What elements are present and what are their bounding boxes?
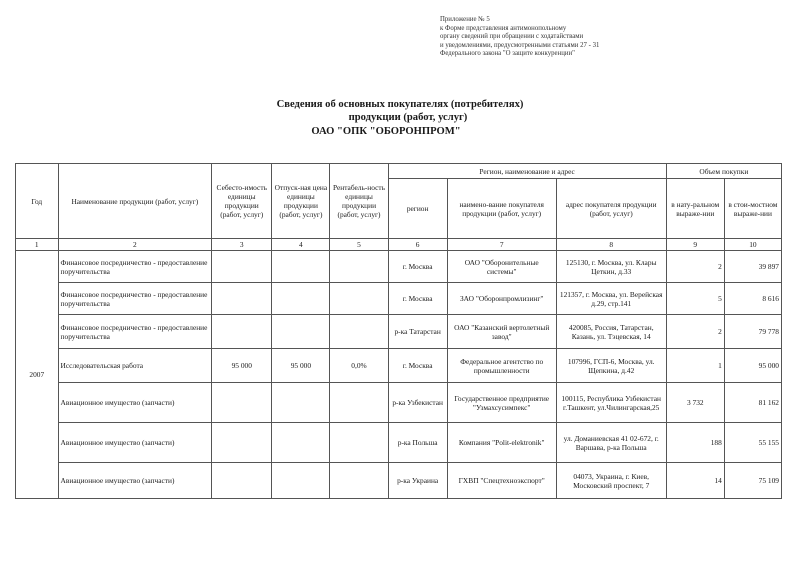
- address-cell: 420085, Россия, Татарстан, Казань, ул. Тэцевская, 14: [556, 315, 666, 349]
- col-number: 6: [388, 239, 447, 251]
- natural-cell: 2: [666, 315, 724, 349]
- value-cell: 75 109: [724, 463, 781, 499]
- buyer-cell: Государственное предприятие "Узмахсусимпекс": [447, 383, 556, 423]
- price-cell: [272, 423, 330, 463]
- profit-cell: 0,0%: [330, 349, 388, 383]
- col-number: 7: [447, 239, 556, 251]
- note-line: к Форме представления антимонопольному: [440, 24, 567, 32]
- natural-cell: 5: [666, 283, 724, 315]
- value-cell: 81 162: [724, 383, 781, 423]
- header-profit: Рентабель-ность единицы продукции (работ, услуг): [330, 164, 388, 239]
- year-cell: 2007: [16, 251, 59, 499]
- col-number: 5: [330, 239, 388, 251]
- header-natural: в нату-ральном выраже-нии: [666, 179, 724, 239]
- price-cell: [272, 283, 330, 315]
- natural-cell: 14: [666, 463, 724, 499]
- region-cell: р-ка Польша: [388, 423, 447, 463]
- header-price: Отпуск-ная цена единицы продукции (работ, услуг): [272, 164, 330, 239]
- address-cell: ул. Доманиевская 41 02-672, г. Варшава, р-ка Польша: [556, 423, 666, 463]
- value-cell: 79 778: [724, 315, 781, 349]
- appendix-note: [440, 16, 780, 59]
- col-number: 4: [272, 239, 330, 251]
- product-cell: Авиационное имущество (запчасти): [58, 383, 212, 423]
- table-row: [16, 251, 782, 283]
- note-line: Приложение № 5: [440, 16, 490, 23]
- product-cell: Авиационное имущество (запчасти): [58, 463, 212, 499]
- cost-cell: [212, 463, 272, 499]
- price-cell: [272, 315, 330, 349]
- product-cell: Исследовательская работа: [58, 349, 212, 383]
- region-cell: р-ка Татарстан: [388, 315, 447, 349]
- title-line: Сведения об основных покупателях (потребителях): [276, 99, 524, 110]
- profit-cell: [330, 383, 388, 423]
- buyer-cell: Федеральное агентство по промышленности: [447, 349, 556, 383]
- product-cell: Финансовое посредничество - предоставление поручительства: [58, 283, 212, 315]
- title-line: продукции (работ, услуг): [348, 112, 468, 124]
- table-row: [16, 383, 782, 423]
- col-number: 3: [212, 239, 272, 251]
- region-cell: р-ка Узбекистан: [388, 383, 447, 423]
- column-numbers-row: [16, 239, 782, 251]
- col-number: 9: [666, 239, 724, 251]
- header-cost: Себесто-имость единицы продукции (работ, услуг): [212, 164, 272, 239]
- address-cell: 100115, Республика Узбекистан г.Ташкент, ул.Чилингарская,25: [556, 383, 666, 423]
- header-region: регион: [388, 179, 447, 239]
- region-cell: р-ка Украина: [388, 463, 447, 499]
- value-cell: 55 155: [724, 423, 781, 463]
- address-cell: 125130, г. Москва, ул. Клары Цеткин, д.33: [556, 251, 666, 283]
- natural-cell: 3 732: [666, 383, 724, 423]
- header-year: Год: [16, 164, 59, 239]
- price-cell: 95 000: [272, 349, 330, 383]
- buyers-table: [15, 163, 782, 499]
- header-buyer: наимено-вание покупателя продукции (работ, услуг): [447, 179, 556, 239]
- table-row: [16, 315, 782, 349]
- value-cell: 95 000: [724, 349, 781, 383]
- table-row: [16, 349, 782, 383]
- header-product: Наименование продукции (работ, услуг): [58, 164, 212, 239]
- table-row: [16, 463, 782, 499]
- region-cell: г. Москва: [388, 283, 447, 315]
- buyer-cell: ГХВП "Спецтехноэкспорт": [447, 463, 556, 499]
- cost-cell: [212, 383, 272, 423]
- profit-cell: [330, 251, 388, 283]
- profit-cell: [330, 315, 388, 349]
- header-value: в стои-мостном выраже-нии: [724, 179, 781, 239]
- region-cell: г. Москва: [388, 349, 447, 383]
- buyer-cell: ОАО "Казанский вертолетный завод": [447, 315, 556, 349]
- value-cell: 39 897: [724, 251, 781, 283]
- table-row: [16, 283, 782, 315]
- buyer-cell: Компания "Polit-elektronik": [447, 423, 556, 463]
- profit-cell: [330, 423, 388, 463]
- header-region-group: Регион, наименование и адрес: [388, 164, 666, 179]
- product-cell: Финансовое посредничество - предоставление поручительства: [58, 251, 212, 283]
- note-line: органу сведений при обращении с ходатайствами: [440, 33, 584, 41]
- note-line: Федерального закона "О защите конкуренции": [440, 50, 575, 58]
- cost-cell: [212, 423, 272, 463]
- header-address: адрес покупателя продукции (работ, услуг): [556, 179, 666, 239]
- region-cell: г. Москва: [388, 251, 447, 283]
- price-cell: [272, 251, 330, 283]
- address-cell: 121357, г. Москва, ул. Верейская д.29, стр.141: [556, 283, 666, 315]
- cost-cell: [212, 315, 272, 349]
- natural-cell: 1: [666, 349, 724, 383]
- profit-cell: [330, 463, 388, 499]
- cost-cell: [212, 251, 272, 283]
- cost-cell: [212, 283, 272, 315]
- table-row: [16, 423, 782, 463]
- product-cell: Авиационное имущество (запчасти): [58, 423, 212, 463]
- value-cell: 8 616: [724, 283, 781, 315]
- price-cell: [272, 383, 330, 423]
- profit-cell: [330, 283, 388, 315]
- col-number: 2: [58, 239, 212, 251]
- buyer-cell: ОАО "Оборонительные системы": [447, 251, 556, 283]
- note-line: и уведомлениями, предусмотренными статьями 27 - 31: [440, 41, 600, 49]
- header-volume-group: Объем покупки: [666, 164, 781, 179]
- col-number: 1: [16, 239, 59, 251]
- col-number: 10: [724, 239, 781, 251]
- address-cell: 107996, ГСП-6, Москва, ул. Щепкина, д.42: [556, 349, 666, 383]
- product-cell: Финансовое посредничество - предоставление поручительства: [58, 315, 212, 349]
- address-cell: 04073, Украина, г. Киев, Московский проспект, 7: [556, 463, 666, 499]
- natural-cell: 188: [666, 423, 724, 463]
- price-cell: [272, 463, 330, 499]
- title-line: ОАО "ОПК "ОБОРОНПРОМ": [311, 125, 461, 137]
- document-title: [0, 98, 800, 138]
- col-number: 8: [556, 239, 666, 251]
- natural-cell: 2: [666, 251, 724, 283]
- cost-cell: 95 000: [212, 349, 272, 383]
- buyer-cell: ЗАО "Оборонпромлизинг": [447, 283, 556, 315]
